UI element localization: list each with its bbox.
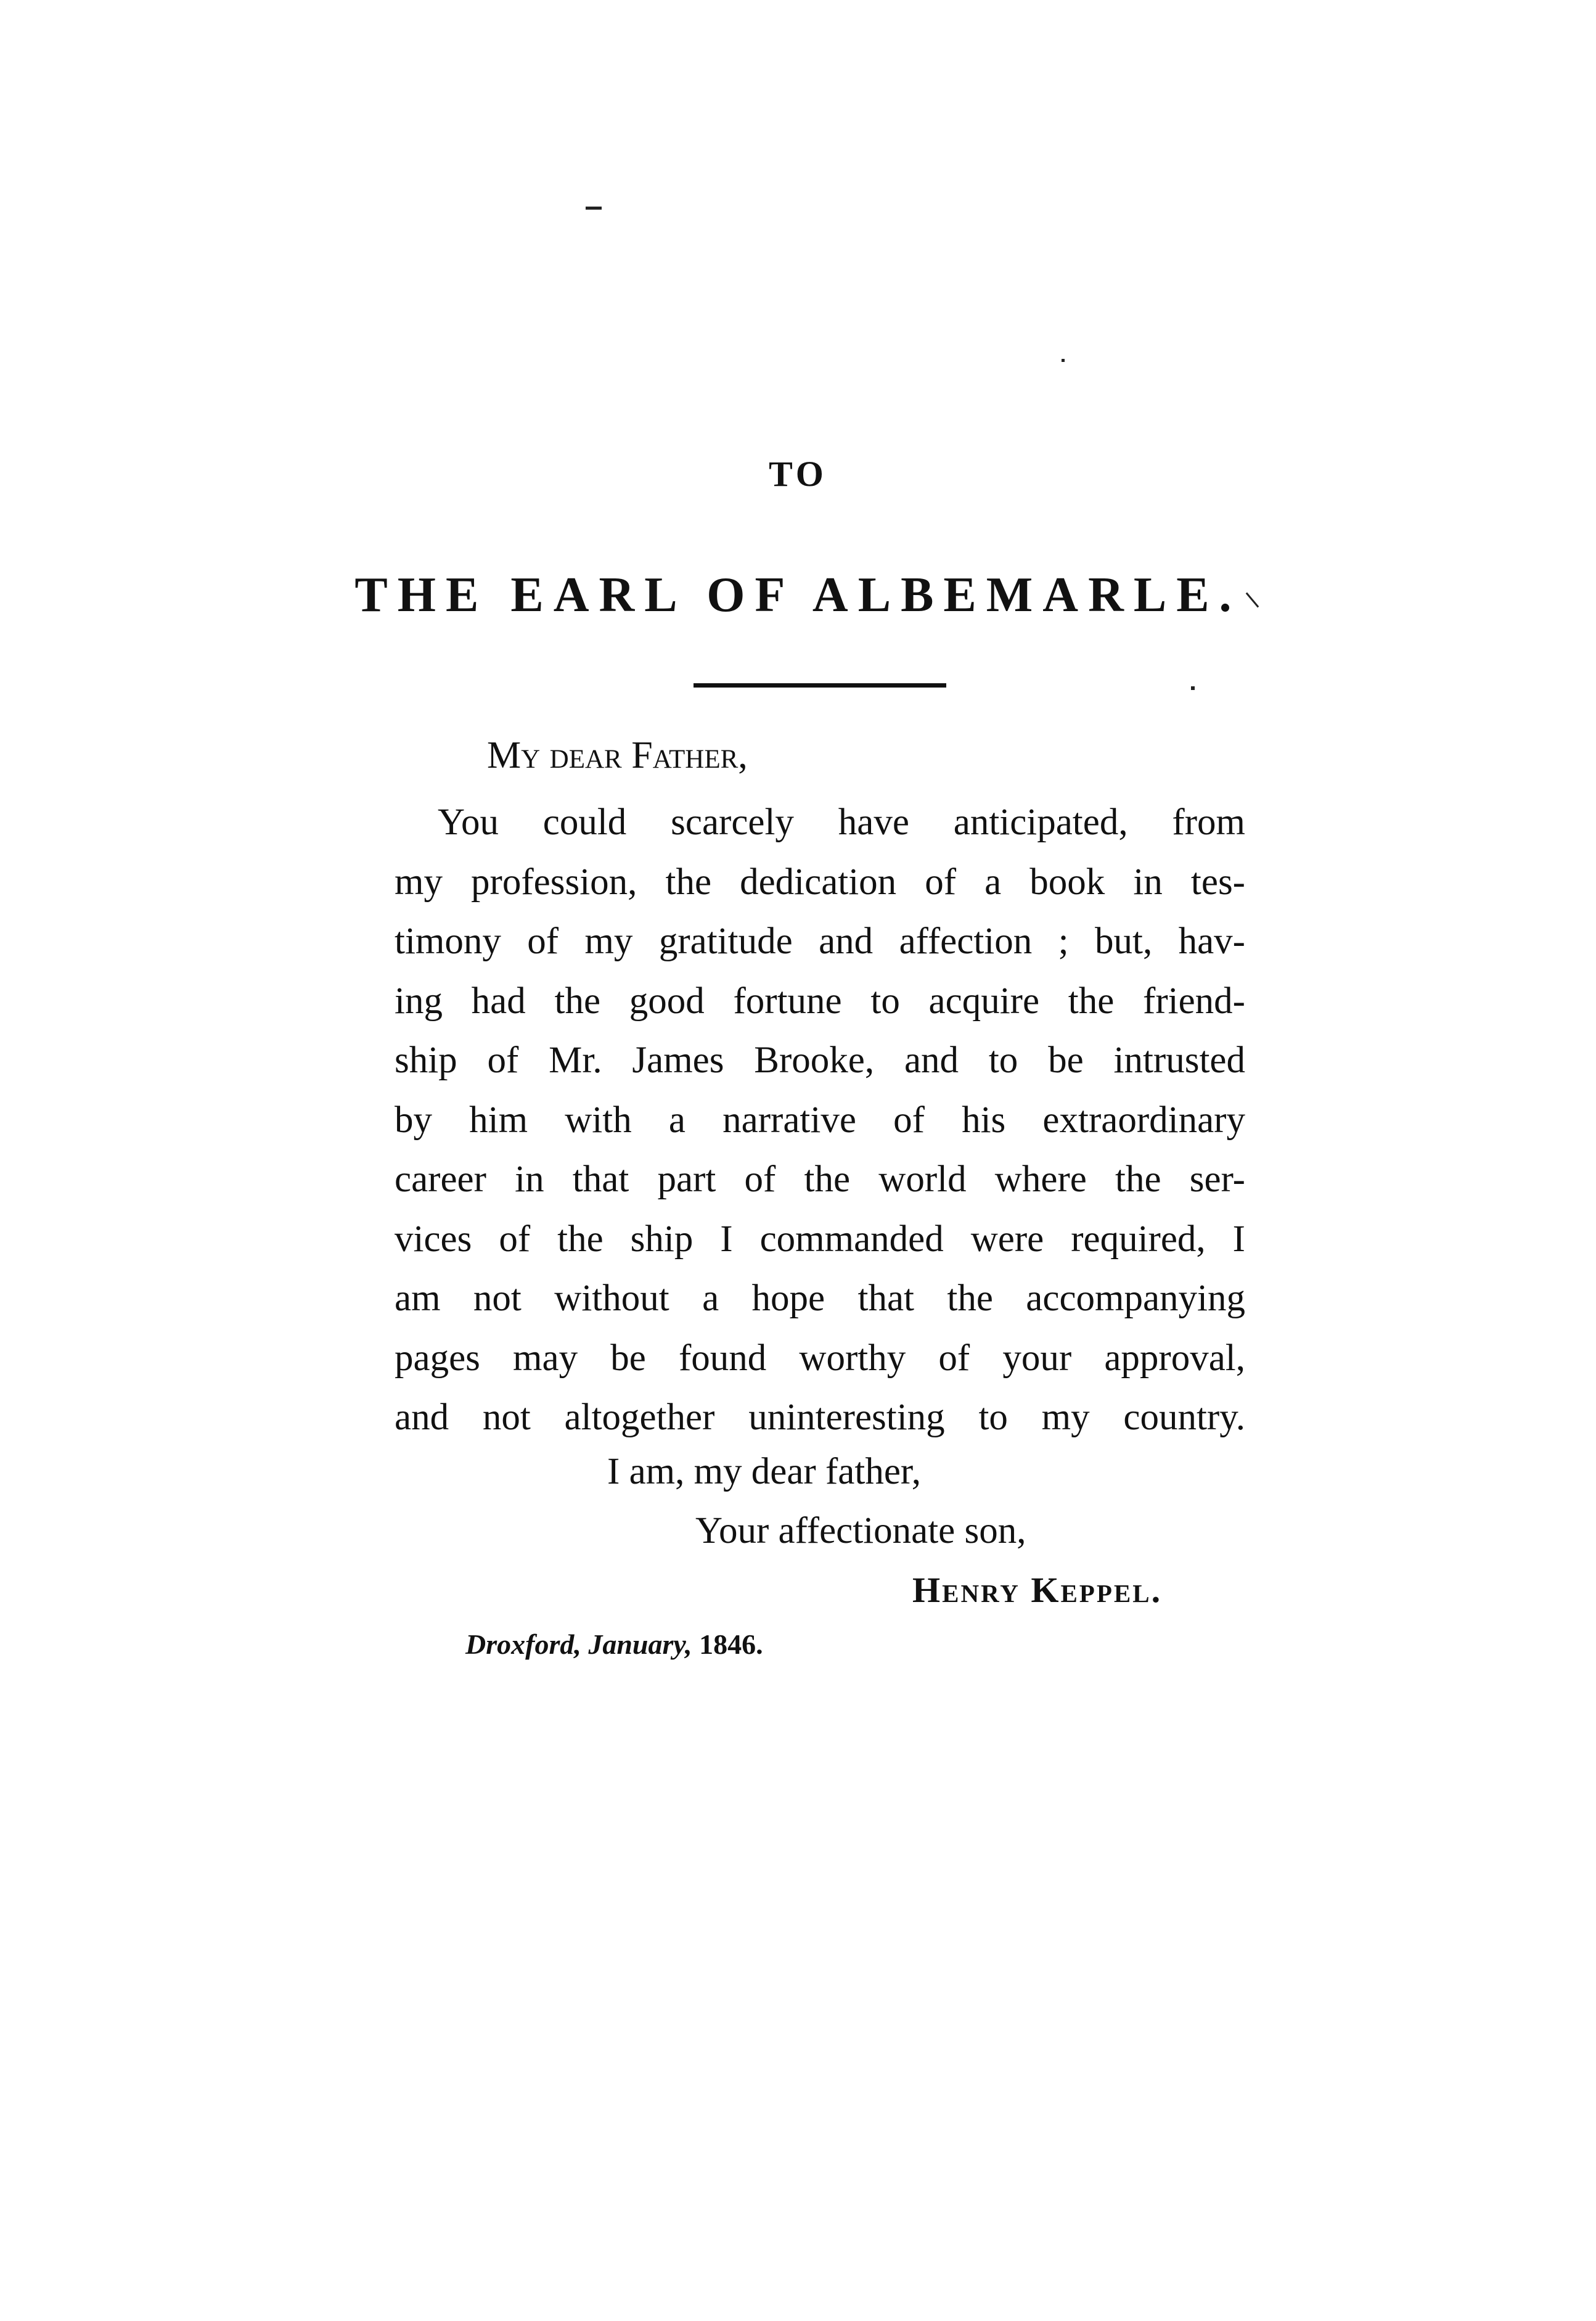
body-line: ship of Mr. James Brooke, and to be intrusted [395, 1040, 1245, 1081]
dedication-title: THE EARL OF ALBEMARLE. [354, 568, 1242, 622]
signature: Henry Keppel. [912, 1570, 1163, 1610]
body-line: am not without a hope that the accompanying [395, 1278, 1245, 1319]
stray-dot-2 [1191, 686, 1195, 690]
dedication-body [395, 793, 1245, 1448]
date-year: 1846. [699, 1629, 763, 1660]
stray-mark-top [586, 207, 602, 210]
body-line: pages may be found worthy of your approval, [395, 1337, 1245, 1379]
body-line: ing had the good fortune to acquire the friend- [395, 980, 1245, 1022]
title-rule [694, 683, 946, 688]
body-line: You could scarcely have anticipated, from [438, 802, 1245, 843]
closing-line-2: Your affectionate son, [695, 1510, 1026, 1551]
body-line: my profession, the dedication of a book in tes- [395, 861, 1245, 903]
closing-line-1: I am, my dear father, [607, 1451, 922, 1492]
dateline [465, 1628, 763, 1661]
body-line: timony of my gratitude and affection ; but, hav- [395, 921, 1245, 962]
body-line: by him with a narrative of his extraordinary [395, 1099, 1245, 1141]
stray-dot [1062, 359, 1065, 362]
salutation: My dear Father, [487, 734, 748, 776]
body-line: vices of the ship I commanded were required, I [395, 1218, 1245, 1260]
body-line: and not altogether uninteresting to my country. [395, 1397, 1245, 1438]
body-line: career in that part of the world where the ser- [395, 1159, 1245, 1200]
date-month: January, [588, 1629, 692, 1660]
dedication-to: TO [769, 454, 827, 494]
date-place: Droxford, [465, 1629, 581, 1660]
